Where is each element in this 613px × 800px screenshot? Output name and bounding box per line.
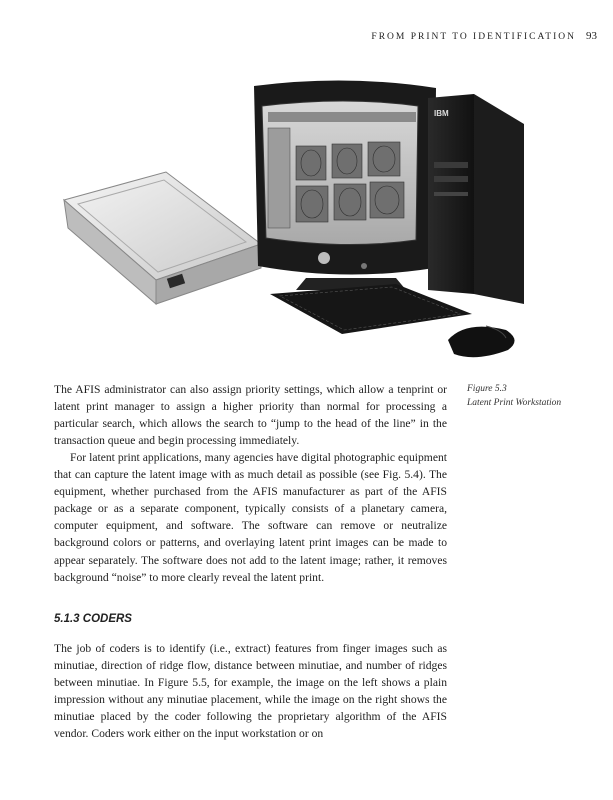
- flatbed-scanner: [64, 172, 261, 304]
- keyboard: [270, 284, 472, 334]
- running-head-title: FROM PRINT TO IDENTIFICATION: [371, 32, 576, 42]
- paragraph-latent-print-equipment: For latent print applications, many agencies have digital photographic equipment that can capture the latent image with as much detail as possible (see Fig. 5.4). The equipment, whether purchased from the AFIS manufacturer as part of the AFIS package or as a separate component, typically consists of a planetary camera, computer equipment, and software. The software can remove or neutralize background colors or patterns, and overlaying latent print images can be made to appear separately. The software does not add to the latent image; rather, it removes background “noise” to more clearly reveal the latent print.: [54, 451, 447, 584]
- paragraph-priority-settings: The AFIS administrator can also assign priority settings, which allow a tenprint or latent print manager to assign a higher priority than normal for processing a particular search, which allows the search to “jump to the head of the line” in the transaction queue and begin processing immediately.: [54, 383, 447, 448]
- crt-monitor: [254, 80, 436, 290]
- ibm-logo: IBM: [434, 109, 449, 118]
- latent-print-workstation-figure: [56, 68, 536, 368]
- figure-title: Latent Print Workstation: [467, 398, 562, 408]
- figure-number: Figure 5.3: [467, 384, 507, 394]
- computer-tower: [428, 94, 524, 304]
- paragraph-coders: The job of coders is to identify (i.e., extract) features from finger images such as minutiae, direction of ridge flow, distance between minutiae, and number of ridges between minutiae. In Figure 5.5, for example, the image on the left shows a plain impression without any minutiae placement, while the image on the right shows the minutiae placed by the coder following the proprietary algorithm of the AFIS vendor. Coders work either on the input workstation or on: [54, 642, 447, 741]
- page-number: 93: [586, 30, 597, 42]
- section-heading-coders: 5.1.3 CODERS: [54, 613, 132, 625]
- figure-caption: [467, 382, 607, 410]
- running-head: [371, 30, 597, 42]
- mouse: [448, 326, 515, 357]
